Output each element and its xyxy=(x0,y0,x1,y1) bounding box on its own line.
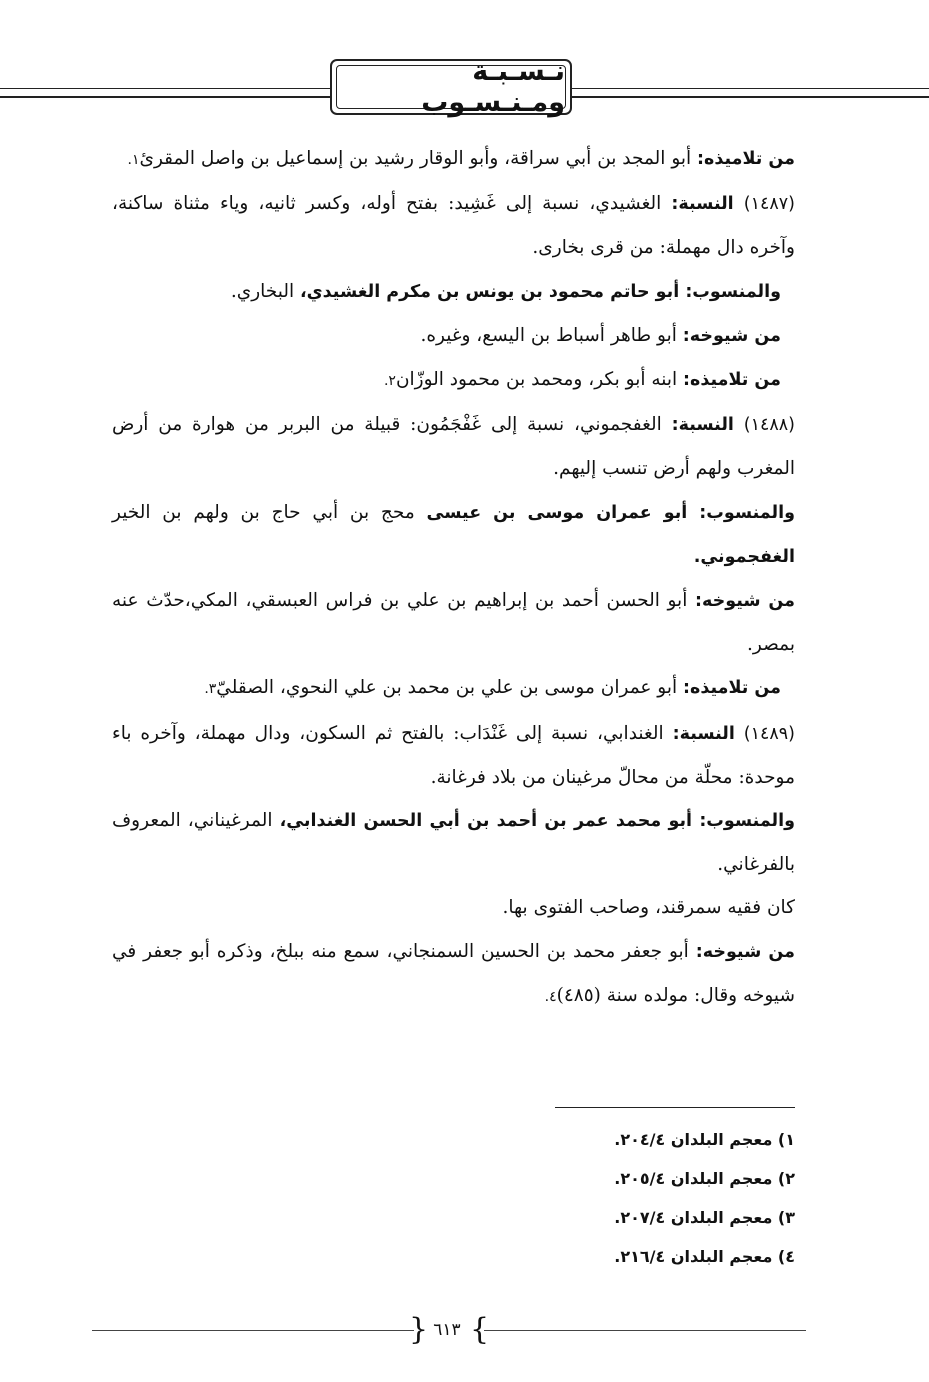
field-label: من تلاميذه: xyxy=(683,678,781,699)
field-label: والمنسوب: xyxy=(699,502,795,523)
paragraph xyxy=(112,712,795,799)
field-label: من شيوخه: xyxy=(695,941,795,962)
footnote-ref: ٤. xyxy=(544,988,557,1005)
paragraph xyxy=(112,886,795,929)
header-title-frame xyxy=(330,56,572,118)
paragraph-text: الغندابي، نسبة إلى غَنْدَاب: بالفتح ثم السكون، ودال مهملة، وآخره باء موحدة: محلّة من محالّ مرغينان من بلاد فرغانة. xyxy=(112,722,795,788)
field-label: النسبة: xyxy=(672,723,735,744)
paragraph-text: الغفجموني، نسبة إلى غَفْجَمُون: قبيلة من البربر من هوارة من أرض المغرب ولهم أرض تنسب إليهم. xyxy=(112,414,795,480)
page-title: نـسـبـة ومـنـسـوب xyxy=(421,56,565,118)
paragraph xyxy=(112,579,795,666)
paragraph-text: ابنه أبو بكر، ومحمد بن محمود الوزّان xyxy=(395,369,684,391)
field-label: من تلاميذه: xyxy=(697,149,795,169)
paragraph-text: أبو الحسن أحمد بن إبراهيم بن علي بن فراس العبسقي، المكي،حدّث عنه بمصر. xyxy=(112,590,795,656)
paragraph xyxy=(112,270,795,314)
paragraph-text: البخاري. xyxy=(230,280,300,302)
bold-name: أبو عمران موسى بن عيسى xyxy=(426,502,700,523)
paragraph-text: المرغيناني، المعروف بالفرغاني. xyxy=(112,810,795,876)
footnote-separator xyxy=(555,1107,795,1108)
entry-number: (١٤٨٩) xyxy=(743,723,795,744)
footnote-item: ١) معجم البلدان ٢٠٤/٤. xyxy=(614,1130,795,1149)
paragraph-text: أبو جعفر محمد بن الحسين السمنجاني، سمع منه ببلخ، وذكره أبو جعفر في شيوخه وقال: مولده سنة (٤٨٥) xyxy=(112,940,795,1006)
footnote-item: ٤) معجم البلدان ٢١٦/٤. xyxy=(614,1247,795,1266)
page-number-brace-right: } xyxy=(470,1312,490,1347)
paragraph-text: محج بن أبي حاج بن ولهم بن الخير xyxy=(112,501,427,523)
bold-name: أبو محمد عمر بن أحمد بن أبي الحسن الغندابي، xyxy=(279,811,700,832)
page-number-rule-left xyxy=(92,1330,414,1331)
footnote-item: ٣) معجم البلدان ٢٠٧/٤. xyxy=(614,1208,795,1227)
paragraph xyxy=(112,403,795,490)
paragraph xyxy=(112,930,795,1019)
footnote-item: ٢) معجم البلدان ٢٠٥/٤. xyxy=(614,1169,795,1188)
entry-number: (١٤٨٨) xyxy=(743,415,795,436)
paragraph-text: الغشيدي، نسبة إلى غَشِيد: بفتح أوله، وكسر ثانيه، وياء مثناة ساكنة، وآخره دال مهملة: من قرى بخارى. xyxy=(112,193,795,259)
entry-number: (١٤٨٧) xyxy=(743,194,795,215)
field-label: والمنسوب: xyxy=(699,811,795,832)
header-title-inner-frame xyxy=(336,56,566,118)
footnote-ref: ٣. xyxy=(204,681,217,698)
field-label: النسبة: xyxy=(671,415,734,436)
header-rule-left-thin xyxy=(0,88,330,89)
footnote-ref: ١. xyxy=(127,152,140,168)
header-rule-left-thick xyxy=(0,96,330,98)
field-label: من تلاميذه: xyxy=(683,370,781,391)
main-text xyxy=(112,137,795,1019)
paragraph xyxy=(112,314,795,358)
footnote-ref: ٢. xyxy=(383,373,396,390)
footnotes xyxy=(395,1120,795,1276)
page-number: ٦١٣ xyxy=(433,1320,461,1340)
paragraph-text: أبو طاهر أسباط بن اليسع، وغيره. xyxy=(420,324,683,346)
paragraph xyxy=(112,358,795,403)
field-label: والمنسوب: xyxy=(685,281,781,302)
paragraph xyxy=(112,182,795,269)
paragraph-text: أبو عمران موسى بن علي بن محمد بن علي النحوي، الصقليّ xyxy=(216,677,684,699)
bold-name: الغفجموني. xyxy=(693,546,795,567)
header-rule-right-thin xyxy=(572,88,929,89)
paragraph-text: كان فقيه سمرقند، وصاحب الفتوى بها. xyxy=(502,897,795,919)
paragraph xyxy=(112,666,795,711)
bold-name: أبو حاتم محمود بن يونس بن مكرم الغشيدي، xyxy=(300,281,686,302)
field-label: من شيوخه: xyxy=(695,591,795,612)
paragraph xyxy=(112,137,795,182)
paragraph xyxy=(112,491,795,579)
paragraph xyxy=(112,799,795,886)
header-rule-right-thick xyxy=(572,96,929,98)
paragraph-text: أبو المجد بن أبي سراقة، وأبو الوقار رشيد بن إسماعيل بن واصل المقرئ xyxy=(139,148,698,169)
page-number-brace-left: { xyxy=(409,1312,429,1347)
field-label: النسبة: xyxy=(671,194,734,215)
field-label: من شيوخه: xyxy=(682,325,781,346)
page-number-rule-right xyxy=(484,1330,806,1331)
